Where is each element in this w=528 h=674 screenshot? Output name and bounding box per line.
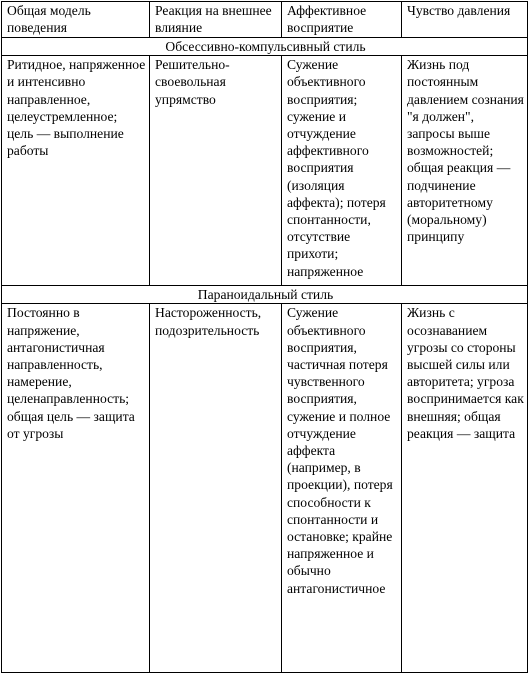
header-cell-external-reaction: Реакция на внешнее влияние [150, 2, 282, 38]
header-cell-pressure-feeling: Чувство давления [402, 2, 528, 38]
header-cell-affective-perception: Аффективное восприятие [282, 2, 402, 38]
section-row-obsessive-compulsive [2, 38, 528, 56]
section-row-paranoid [2, 286, 528, 304]
table-cell: Жизнь под постоянным давлением сознания "я должен", запросы выше возможностей; общая реакция — подчинение авторитетному (моральному) принципу [402, 56, 528, 286]
header-cell-behavior-model: Общая модель поведения [2, 2, 150, 38]
header-row [2, 2, 528, 38]
table-cell: Жизнь с осознаванием угрозы со стороны высшей силы или авторитета; угроза воспринимается как внешняя; общая реакция — защита [402, 304, 528, 673]
section-title-paranoid: Параноидальный стиль [2, 286, 528, 304]
table-row [2, 304, 528, 673]
table-cell: Ритидное, напряженное и интенсивно направленное, целеустремленное; цель — выполнение работы [2, 56, 150, 286]
table-cell: Сужение объективного восприятия; сужение и отчуждение аффективного восприятия (изоляция аффекта); потеря спонтанности, отсутствие прихоти; напряженное [282, 56, 402, 286]
table-cell: Решительно-своевольная упрямство [150, 56, 282, 286]
table-cell: Настороженность, подозрительность [150, 304, 282, 673]
table-cell: Сужение объективного восприятия, частичная потеря чувственного восприятия, сужение и полное отчуждение аффекта (например, в проекции), потеря способности к спонтанности и остановке; крайне напряженное и обычно антагонистичное [282, 304, 402, 673]
psychological-styles-table [1, 1, 528, 673]
section-title-obsessive-compulsive: Обсессивно-компульсивный стиль [2, 38, 528, 56]
table-cell: Постоянно в напряжение, антагонистичная направленность, намерение, целенаправленность; общая цель — защита от угрозы [2, 304, 150, 673]
table-row [2, 56, 528, 286]
